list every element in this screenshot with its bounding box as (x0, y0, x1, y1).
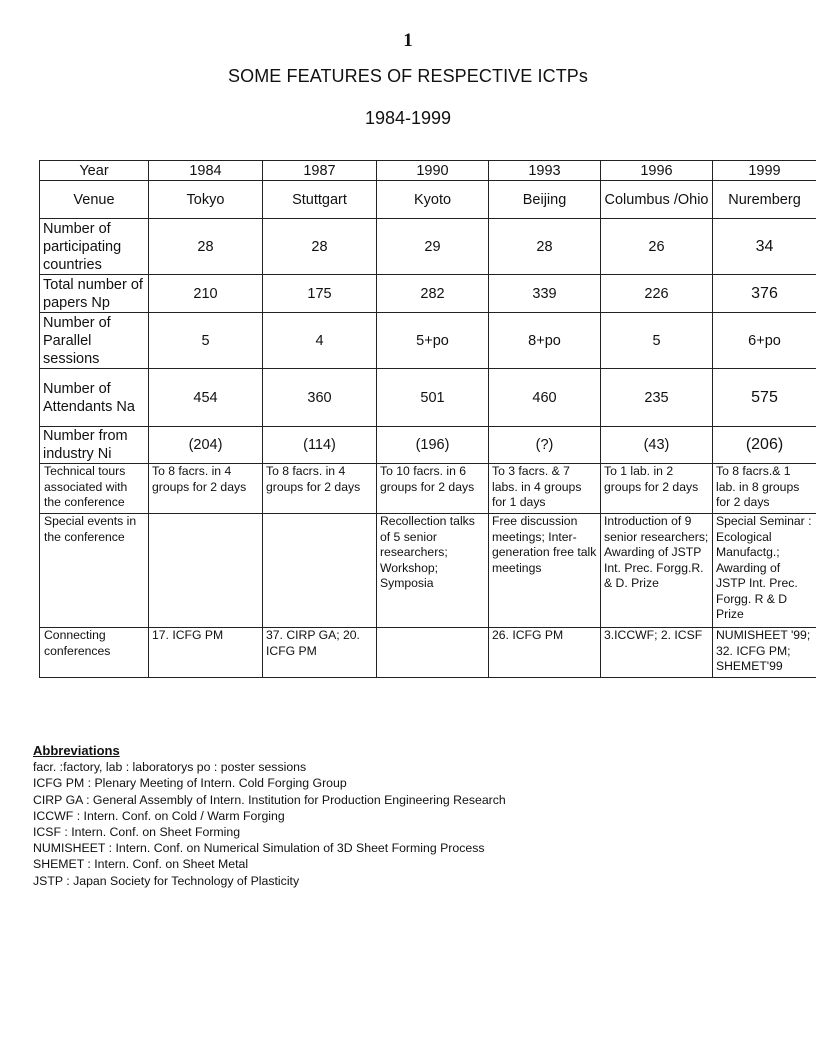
year-cell: 1993 (489, 161, 601, 181)
row-label: Number from industry Ni (40, 427, 149, 464)
data-cell (149, 514, 263, 628)
row-label: Number of Parallel sessions (40, 313, 149, 369)
abbreviation-line: facr. :factory, lab : laboratorys po : poster sessions (33, 760, 307, 775)
row-label: Venue (40, 181, 149, 219)
data-cell: Special Seminar : Ecological Manufactg.; Awarding of JSTP Int. Prec. Forgg. R & D Prize (713, 514, 816, 628)
document-title: SOME FEATURES OF RESPECTIVE ICTPs (227, 66, 588, 86)
abbreviation-line: ICCWF : Intern. Conf. on Cold / Warm Forging (33, 808, 285, 823)
data-cell: 3.ICCWF; 2. ICSF (601, 628, 713, 678)
abbreviation-line: JSTP : Japan Society for Technology of Plasticity (33, 873, 300, 888)
data-cell: 5 (601, 313, 713, 369)
data-cell: 454 (149, 369, 263, 427)
table-row-papers (40, 275, 816, 313)
data-cell: (43) (601, 427, 713, 464)
table-row-technical-tours (40, 464, 816, 514)
data-cell: To 8 facrs.& 1 lab. in 8 groups for 2 days (713, 464, 816, 514)
data-cell: 575 (713, 369, 816, 427)
data-cell: 175 (263, 275, 377, 313)
data-cell: 360 (263, 369, 377, 427)
data-cell: (?) (489, 427, 601, 464)
ictp-features-table (39, 160, 816, 678)
data-cell: NUMISHEET '99; 32. ICFG PM; SHEMET'99 (713, 628, 816, 678)
abbreviation-line: SHEMET : Intern. Conf. on Sheet Metal (33, 857, 249, 872)
year-cell: 1984 (149, 161, 263, 181)
row-label: Number of Attendants Na (40, 369, 149, 427)
table-row-special-events (40, 514, 816, 628)
table-row-countries (40, 219, 816, 275)
abbreviations-heading: Abbreviations (33, 743, 120, 758)
venue-cell: Stuttgart (263, 181, 377, 219)
venue-cell: Beijing (489, 181, 601, 219)
data-cell: (206) (713, 427, 816, 464)
year-cell: 1996 (601, 161, 713, 181)
data-cell: 37. CIRP GA; 20. ICFG PM (263, 628, 377, 678)
data-cell: 501 (377, 369, 489, 427)
venue-cell: Tokyo (149, 181, 263, 219)
data-cell: 29 (377, 219, 489, 275)
abbreviation-line: ICFG PM : Plenary Meeting of Intern. Cold Forging Group (33, 776, 347, 791)
table-row-industry (40, 427, 816, 464)
data-cell: 28 (263, 219, 377, 275)
row-label: Technical tours associated with the conference (40, 464, 149, 514)
row-label: Number of participating countries (40, 219, 149, 275)
venue-cell: Columbus /Ohio (601, 181, 713, 219)
data-cell: (204) (149, 427, 263, 464)
year-cell: 1987 (263, 161, 377, 181)
data-cell: 4 (263, 313, 377, 369)
data-cell: Recollection talks of 5 senior researchers; Workshop; Symposia (377, 514, 489, 628)
venue-cell: Kyoto (377, 181, 489, 219)
data-cell: 226 (601, 275, 713, 313)
table-row-attendants (40, 369, 816, 427)
row-label: Total number of papers Np (40, 275, 149, 313)
data-cell (377, 628, 489, 678)
data-cell: 17. ICFG PM (149, 628, 263, 678)
year-cell: 1999 (713, 161, 816, 181)
data-cell: 460 (489, 369, 601, 427)
data-cell (263, 514, 377, 628)
data-cell: To 1 lab. in 2 groups for 2 days (601, 464, 713, 514)
data-cell: Introduction of 9 senior researchers; Awarding of JSTP Int. Prec. Forgg.R. & D. Prize (601, 514, 713, 628)
abbreviation-line: CIRP GA : General Assembly of Intern. Institution for Production Engineering Research (33, 792, 506, 807)
table-row-connecting-conferences (40, 628, 816, 678)
data-cell: 26 (601, 219, 713, 275)
data-cell: To 10 facrs. in 6 groups for 2 days (377, 464, 489, 514)
data-cell: 28 (489, 219, 601, 275)
venue-cell: Nuremberg (713, 181, 816, 219)
data-cell: Free discussion meetings; Inter-generation free talk meetings (489, 514, 601, 628)
table-row-sessions (40, 313, 816, 369)
data-cell: 282 (377, 275, 489, 313)
data-cell: 210 (149, 275, 263, 313)
data-cell: 235 (601, 369, 713, 427)
data-cell: 6+po (713, 313, 816, 369)
data-cell: 26. ICFG PM (489, 628, 601, 678)
data-cell: To 8 facrs. in 4 groups for 2 days (263, 464, 377, 514)
document-period: 1984-1999 (364, 108, 452, 128)
data-cell: (114) (263, 427, 377, 464)
abbreviations-section (33, 743, 506, 889)
data-cell: 34 (713, 219, 816, 275)
data-cell: 5 (149, 313, 263, 369)
row-label: Year (40, 161, 149, 181)
table-row-venue (40, 181, 816, 219)
table-row-year (40, 161, 816, 181)
data-cell: To 8 facrs. in 4 groups for 2 days (149, 464, 263, 514)
row-label: Connecting conferences (40, 628, 149, 678)
data-cell: 28 (149, 219, 263, 275)
data-cell: 376 (713, 275, 816, 313)
abbreviation-line: ICSF : Intern. Conf. on Sheet Forming (33, 825, 241, 840)
data-cell: To 3 facrs. & 7 labs. in 4 groups for 1 days (489, 464, 601, 514)
data-cell: 8+po (489, 313, 601, 369)
data-cell: 339 (489, 275, 601, 313)
abbreviation-line: NUMISHEET : Intern. Conf. on Numerical Simulation of 3D Sheet Forming Process (33, 841, 485, 856)
row-label: Special events in the conference (40, 514, 149, 628)
year-cell: 1990 (377, 161, 489, 181)
data-cell: 5+po (377, 313, 489, 369)
data-cell: (196) (377, 427, 489, 464)
page-number: 1 (403, 30, 413, 51)
